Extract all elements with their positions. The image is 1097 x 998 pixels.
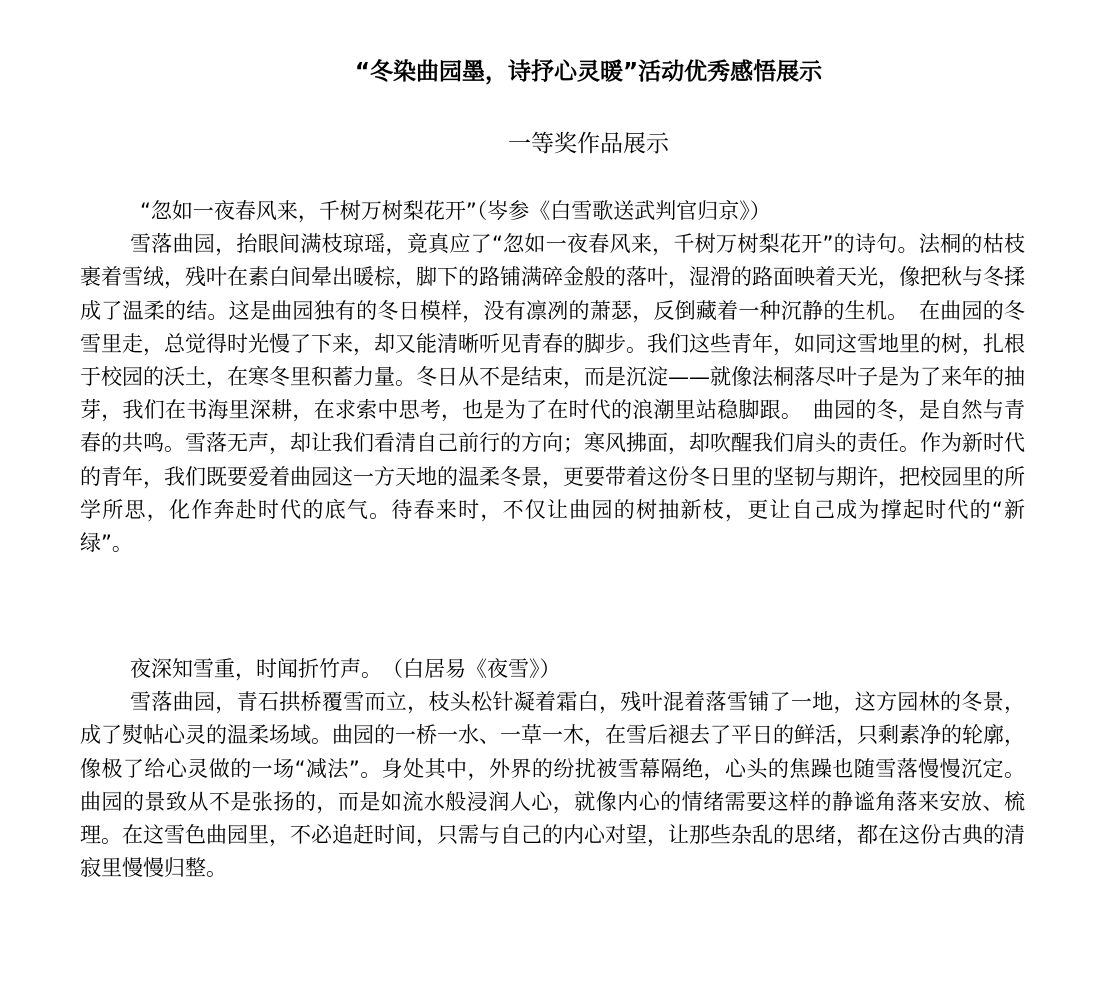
essay-quote: “忽如一夜春风来，千树万树梨花开”（岑参《白雪歌送武判官归京》） (140, 199, 771, 223)
document-subtitle: 一等奖作品展示 (508, 131, 669, 157)
essay-paragraph: 雪落曲园，青石拱桥覆雪而立，枝头松针凝着霜白，残叶混着落雪铺了一地，这方园林的冬景，成了熨帖心灵的温柔场域。曲园的一桥一水、一草一木，在雪后褪去了平日的鲜活，只剩素净的轮廓，像极了给心灵做的一场“减法”。身处其中，外界的纷扰被雪幕隔绝，心头的焦躁也随雪落慢慢沉定。曲园的景致从不是张扬的，而是如流水般浸润人心，就像内心的情绪需要这样的静谧角落来安放、梳理。在这雪色曲园里，不必追赶时间，只需与自己的内心对望，让那些杂乱的思绪，都在这份古典的清寂里慢慢归整。 (80, 690, 1025, 881)
essay-paragraph: 雪落曲园，抬眼间满枝琼瑶，竟真应了“忽如一夜春风来，千树万树梨花开”的诗句。法桐的枯枝裹着雪绒，残叶在素白间晕出暖棕，脚下的路铺满碎金般的落叶，湿滑的路面映着天光，像把秋与冬揉成了温柔的结。这是曲园独有的冬日模样，没有凛冽的萧瑟，反倒藏着一种沉静的生机。 在曲园的冬雪里走，总觉得时光慢了下来，却又能清晰听见青春的脚步。我们这些青年，如同这雪地里的树，扎根于校园的沃土，在寒冬里积蓄力量。冬日从不是结束，而是沉淀——就像法桐落尽叶子是为了来年的抽芽，我们在书海里深耕，在求索中思考，也是为了在时代的浪潮里站稳脚跟。 曲园的冬，是自然与青春的共鸣。雪落无声，却让我们看清自己前行的方向；寒风拂面，却吹醒我们肩头的责任。作为新时代的青年，我们既要爱着曲园这一方天地的温柔冬景，更要带着这份冬日里的坚韧与期许，把校园里的所学所思，化作奔赴时代的底气。待春来时，不仅让曲园的树抽新枝，更让自己成为撑起时代的“新绿”。 (80, 232, 1025, 556)
document-title: “冬染曲园墨，诗抒心灵暖”活动优秀感悟展示 (354, 59, 823, 85)
essay-section (80, 195, 1025, 560)
essay-section (80, 653, 1025, 885)
essay-quote: 夜深知雪重，时闻折竹声。 （白居易《夜雪》） (130, 657, 561, 681)
